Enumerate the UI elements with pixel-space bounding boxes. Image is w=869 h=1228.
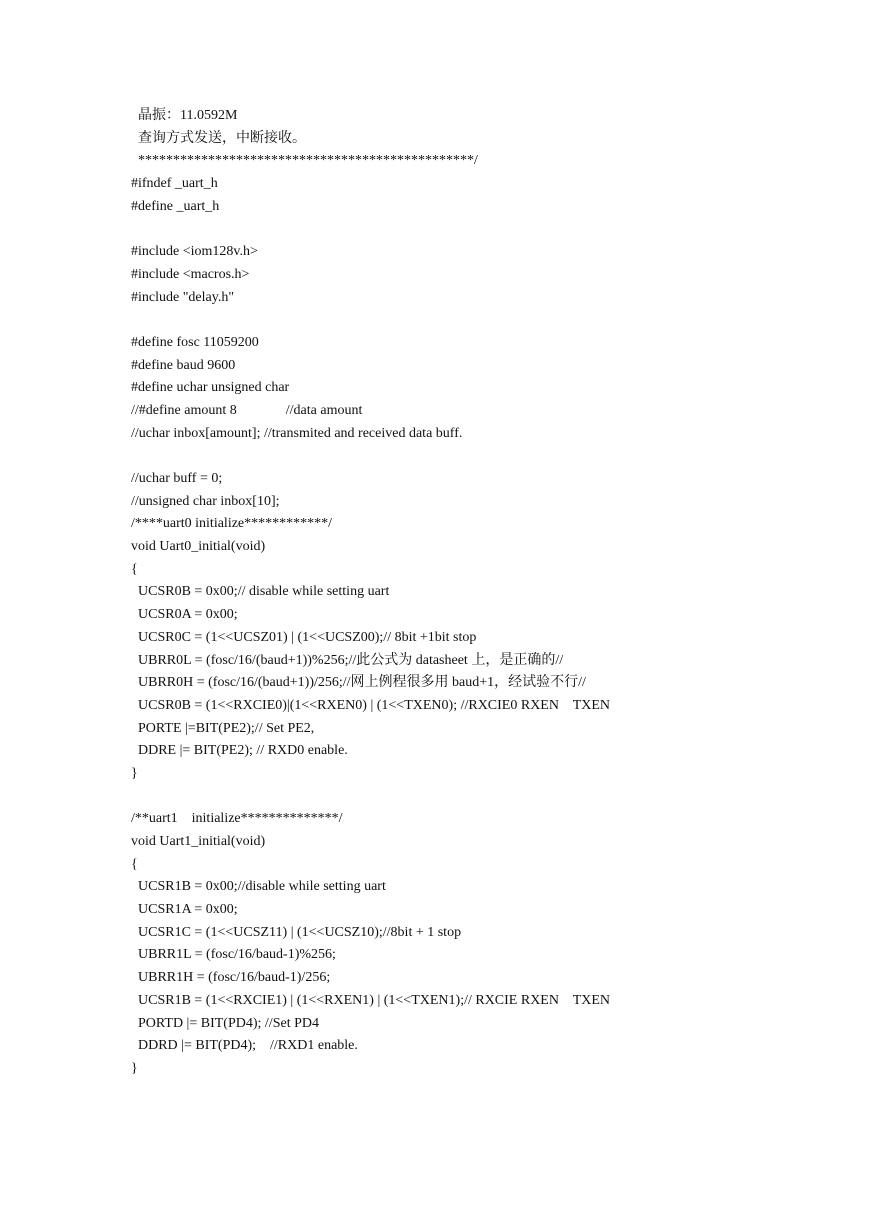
code-line xyxy=(131,309,831,332)
code-line: 查询方式发送，中断接收。 xyxy=(131,130,306,146)
code-line: //unsigned char inbox[10]; xyxy=(131,493,280,509)
code-line: UCSR1B = 0x00;//disable while setting uart xyxy=(131,879,386,895)
code-line: #include <iom128v.h> xyxy=(131,244,258,260)
code-line: UCSR1B = (1<<RXCIE1) | (1<<RXEN1) | (1<<TXEN1);// RXCIE RXEN TXEN xyxy=(131,992,611,1008)
code-line: UBRR0H = (fosc/16/(baud+1))/256;//网上例程很多用 baud+1，经试验不行// xyxy=(131,675,586,691)
code-line: UCSR0A = 0x00; xyxy=(131,607,238,623)
code-line: //#define amount 8 //data amount xyxy=(131,402,363,418)
code-line: UCSR0B = 0x00;// disable while setting uart xyxy=(131,584,390,600)
code-line: { xyxy=(131,561,138,577)
code-line: #define baud 9600 xyxy=(131,357,236,373)
code-line: /**uart1 initialize**************/ xyxy=(131,811,343,827)
code-line: } xyxy=(131,1060,138,1076)
code-line: #include "delay.h" xyxy=(131,289,235,305)
code-line: UBRR0L = (fosc/16/(baud+1))%256;//此公式为 datasheet 上，是正确的// xyxy=(131,652,564,668)
code-line: PORTD |= BIT(PD4); //Set PD4 xyxy=(131,1015,319,1031)
code-line: } xyxy=(131,765,138,781)
code-line: DDRE |= BIT(PE2); // RXD0 enable. xyxy=(131,743,348,759)
code-line xyxy=(131,218,831,241)
code-line: PORTE |=BIT(PE2);// Set PE2, xyxy=(131,720,315,736)
code-line: 晶振：11.0592M xyxy=(131,108,238,123)
code-line: #include <macros.h> xyxy=(131,266,250,282)
code-line: UCSR0B = (1<<RXCIE0)|(1<<RXEN0) | (1<<TXEN0); //RXCIE0 RXEN TXEN xyxy=(131,697,611,713)
code-line: UBRR1L = (fosc/16/baud-1)%256; xyxy=(131,947,336,963)
code-line: #define uchar unsigned char xyxy=(131,380,290,396)
code-line: /****uart0 initialize************/ xyxy=(131,516,333,532)
code-line: UCSR0C = (1<<UCSZ01) | (1<<UCSZ00);// 8bit +1bit stop xyxy=(131,629,477,645)
code-line: //uchar inbox[amount]; //transmited and received data buff. xyxy=(131,425,463,441)
code-line: ************************************************/ xyxy=(131,153,478,169)
code-line: #define fosc 11059200 xyxy=(131,334,259,350)
code-line: UCSR1A = 0x00; xyxy=(131,902,238,918)
code-listing xyxy=(131,105,831,1081)
code-line xyxy=(131,445,831,468)
code-line: void Uart1_initial(void) xyxy=(131,834,266,849)
code-line: UBRR1H = (fosc/16/baud-1)/256; xyxy=(131,970,331,986)
code-line: UCSR1C = (1<<UCSZ11) | (1<<UCSZ10);//8bit + 1 stop xyxy=(131,924,462,940)
code-line: { xyxy=(131,856,138,872)
code-line: //uchar buff = 0; xyxy=(131,471,223,486)
code-line xyxy=(131,786,831,809)
code-line: DDRD |= BIT(PD4); //RXD1 enable. xyxy=(131,1038,358,1054)
code-line: #define _uart_h xyxy=(131,198,220,214)
code-line: #ifndef _uart_h xyxy=(131,176,218,192)
code-line: void Uart0_initial(void) xyxy=(131,539,266,555)
